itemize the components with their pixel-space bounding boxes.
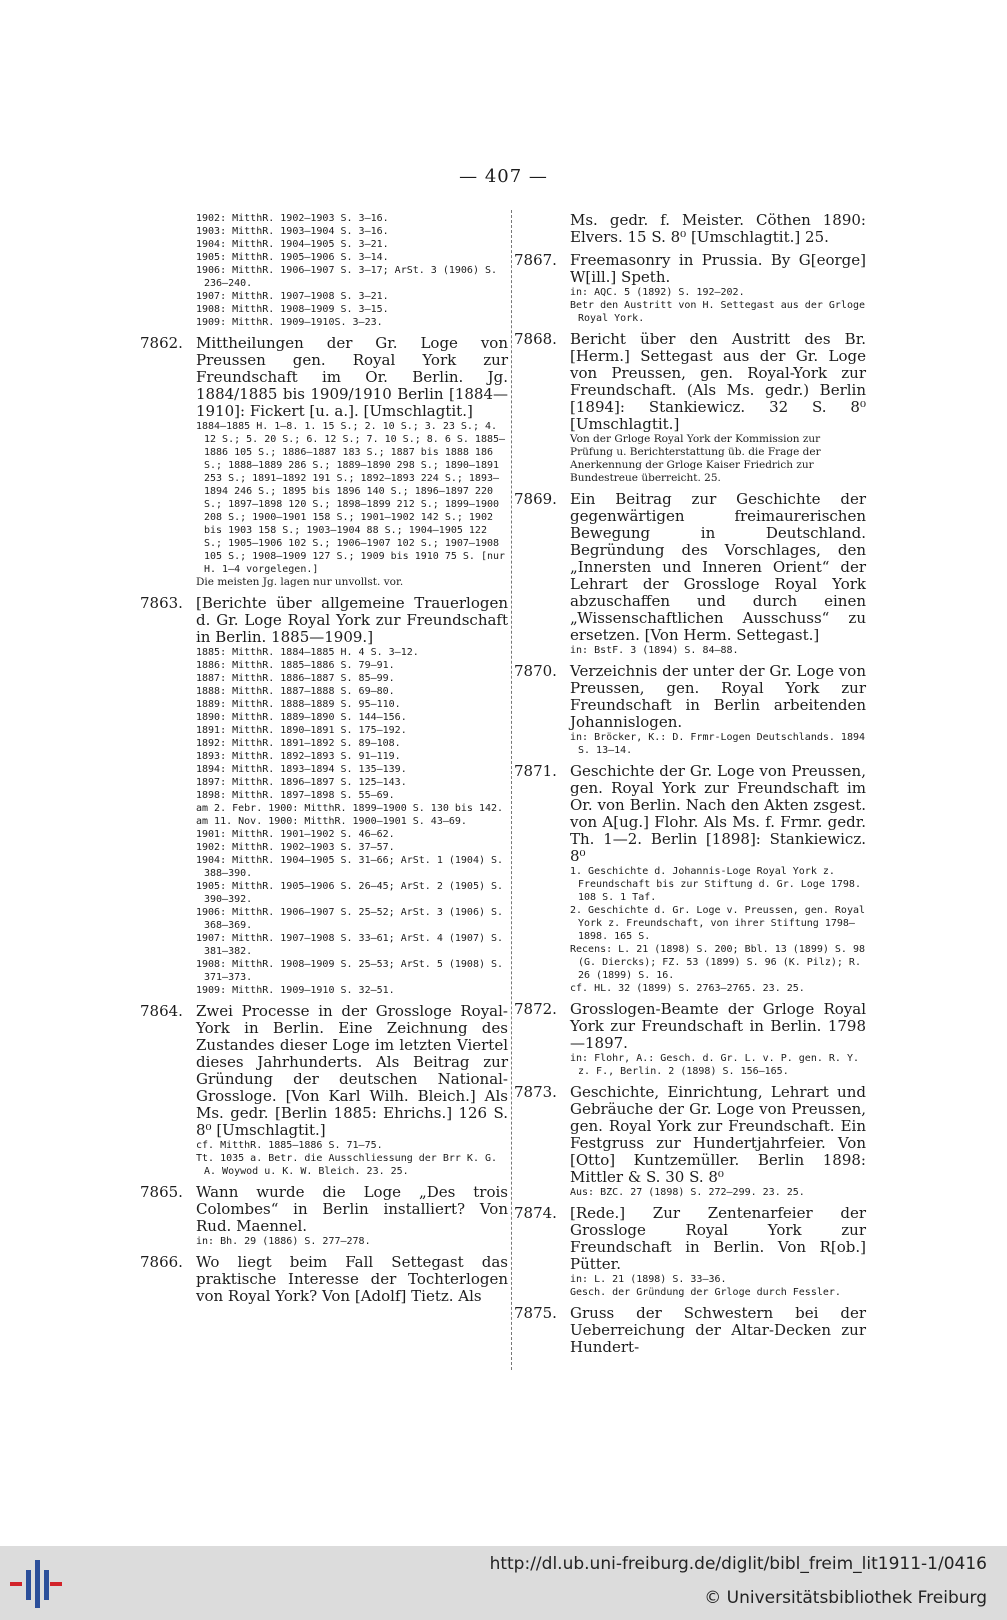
entry-subline: 1897: MitthR. 1896—1897 S. 125—143. [196,777,407,788]
entry-7872 [514,1001,866,1078]
entry-sublines [570,865,866,995]
entry-title: Gruss der Schwestern bei der Ueberreichung der Altar-Decken zur Hundert- [570,1304,866,1356]
entry-7871 [514,763,866,995]
entry-subline: in: Bh. 29 (1886) S. 277—278. [196,1236,371,1247]
entry-7874 [514,1205,866,1299]
right-column [514,212,866,1362]
entry-subline: 2. Geschichte d. Gr. Loge v. Preussen, gen. Royal York z. Freundschaft, von ihrer Stiftung 1798—1898. 165 S. [570,905,866,942]
entry-sublines [570,1273,866,1299]
entry-7866 [140,1254,508,1305]
entry-number: 7872. [514,1000,557,1018]
entry-subline: 1887: MitthR. 1886—1887 S. 85—99. [196,673,395,684]
entry-7870 [514,663,866,757]
entry-title: Freemasonry in Prussia. By G[eorge] W[ill.] Speth. [570,251,866,286]
entry-subline: 1907: MitthR. 1907—1908 S. 3—21. [196,291,389,302]
entry-7863 [140,595,508,997]
entry-subline: in: BstF. 3 (1894) S. 84—88. [570,645,739,656]
entry-subline: 1908: MitthR. 1908—1909 S. 25—53; ArSt. 5 (1908) S. 371—373. [196,959,504,983]
entry-subline: am 11. Nov. 1900: MitthR. 1900—1901 S. 43—69. [196,816,467,827]
entry-title: [Berichte über allgemeine Trauerlogen d. Gr. Loge Royal York zur Freundschaft in Berlin. 1885—1909.] [196,594,508,646]
footer-bar [0,1546,1007,1620]
entry-subline: 1892: MitthR. 1891—1892 S. 89—108. [196,738,401,749]
entry-subline: am 2. Febr. 1900: MitthR. 1899—1900 S. 130 bis 142. [196,803,504,814]
entry-subline: 1902: MitthR. 1902—1903 S. 37—57. [196,842,395,853]
entry-7867 [514,252,866,325]
entry-title: Ein Beitrag zur Geschichte der gegenwärtigen freimaurerischen Bewegung in Deutschland. Begründung des Vorschlages, den „Innersten und Inneren Orient“ der Lehrart der Grossloge Royal York abzuschaffen und durch einen „Wissenschaftlichen Ausschuss“ zu ersetzen. [Von Herm. Settegast.] [570,490,866,644]
entry-subline: cf. MitthR. 1885—1886 S. 71—75. [196,1140,383,1151]
entry-title: [Rede.] Zur Zentenarfeier der Grossloge Royal York zur Freundschaft in Berlin. Von R[ob.] Pütter. [570,1204,866,1273]
entry-number: 7868. [514,330,557,348]
copyright-text: © Universitätsbibliothek Freiburg [704,1588,987,1608]
entry-title: Wann wurde die Loge „Des trois Colombes“ in Berlin installiert? Von Rud. Maennel. [196,1183,508,1235]
entry-7869 [514,491,866,657]
entry-continuation [514,212,866,246]
entry-subline: 1894: MitthR. 1893—1894 S. 135—139. [196,764,407,775]
entry-subline: 1904: MitthR. 1904—1905 S. 3—21. [196,239,389,250]
entry-subline: 1893: MitthR. 1892—1893 S. 91—119. [196,751,401,762]
entry-title: Wo liegt beim Fall Settegast das praktische Interesse der Tochterlogen von Royal York? Von [Adolf] Tietz. Als [196,1253,508,1305]
entry-number: 7865. [140,1183,183,1201]
entry-note: Von der Grloge Royal York der Kommission zur Prüfung u. Berichterstattung üb. die Frage der Anerkennung der Grloge Kaiser Friedrich zur Bundestreue überreicht. 25. [570,433,821,484]
entry-sublines [570,644,866,657]
entry-title: Mittheilungen der Gr. Loge von Preussen gen. Royal York zur Freundschaft im Or. Berlin. Jg. 1884/1885 bis 1909/1910 Berlin [1884—1910]: Fickert [u. a.]. [Umschlagtit.] [196,334,508,420]
entry-number: 7873. [514,1083,557,1101]
entry-subline: 1886: MitthR. 1885—1886 S. 79—91. [196,660,395,671]
entry-title: Ms. gedr. f. Meister. Cöthen 1890: Elvers. 15 S. 8⁰ [Umschlagtit.] 25. [570,211,866,246]
entry-number: 7866. [140,1253,183,1271]
page-number: — 407 — [459,166,548,187]
entry-number: 7862. [140,334,183,352]
entry-number: 7874. [514,1204,557,1222]
entry-subline: 1902: MitthR. 1902—1903 S. 3—16. [196,213,389,224]
entry-number: 7869. [514,490,557,508]
entry-note: Die meisten Jg. lagen nur unvollst. vor. [196,576,404,588]
entry-subline: 1909: MitthR. 1909—1910 S. 32—51. [196,985,395,996]
entry-subline: 1885: MitthR. 1884—1885 H. 4 S. 3—12. [196,647,419,658]
left-column [140,212,508,1311]
entry-subline: 1908: MitthR. 1908—1909 S. 3—15. [196,304,389,315]
entry-number: 7871. [514,762,557,780]
entry-number: 7863. [140,594,183,612]
entry-subline: 1907: MitthR. 1907—1908 S. 33—61; ArSt. 4 (1907) S. 381—382. [196,933,504,957]
entry-sublines [570,1186,866,1199]
entry-subline: 1905: MitthR. 1905—1906 S. 3—14. [196,252,389,263]
entry-subline: in: AQC. 5 (1892) S. 192—202. [570,287,745,298]
entry-subline: 1904: MitthR. 1904—1905 S. 31—66; ArSt. 1 (1904) S. 388—390. [196,855,504,879]
source-url-link[interactable]: http://dl.ub.uni-freiburg.de/diglit/bibl_freim_lit1911-1/0416 [489,1554,987,1574]
entry-number: 7867. [514,251,557,269]
entry-subline: 1898: MitthR. 1897—1898 S. 55—69. [196,790,395,801]
entry-subline: 1888: MitthR. 1887—1888 S. 69—80. [196,686,395,697]
entry-title: Grosslogen-Beamte der Grloge Royal York zur Freundschaft in Berlin. 1798—1897. [570,1000,866,1052]
entry-subline: cf. HL. 32 (1899) S. 2763—2765. 23. 25. [570,983,805,994]
entry-subline: in: L. 21 (1898) S. 33—36. [570,1274,727,1285]
entry-subline: 1890: MitthR. 1889—1890 S. 144—156. [196,712,407,723]
entry-7875 [514,1305,866,1356]
entry-number: 7875. [514,1304,557,1322]
continued-lines [196,212,508,329]
entry-subline: Aus: BZC. 27 (1898) S. 272—299. 23. 25. [570,1187,805,1198]
entry-subline: Recens: L. 21 (1898) S. 200; Bbl. 13 (1899) S. 98 (G. Diercks); FZ. 53 (1899) S. 96 (K. Pilz); R. 26 (1899) S. 16. [570,944,866,981]
entry-subline: 1889: MitthR. 1888—1889 S. 95—110. [196,699,401,710]
entry-details: 1884—1885 H. 1—8. 1. 15 S.; 2. 10 S.; 3. 23 S.; 4. 12 S.; 5. 20 S.; 6. 12 S.; 7. 10 S.; 8. 6 S. 1885—1886 105 S.; 1886—1887 183 S.; 1887 bis 1888 186 S.; 1888—1889 286 S.; 1889—1890 298 S.; 1890—1891 253 S.; 1891—1892 191 S.; 1892—1893 224 S.; 1893—1894 246 S.; 1895 bis 1896 140 S.; 1896—1897 220 S.; 1897—1898 120 S.; 1898—1899 212 S.; 1899—1900 208 S.; 1900—1901 158 S.; 1901—1902 142 S.; 1902 bis 1903 158 S.; 1903—1904 88 S.; 1904—1905 122 S.; 1905—1906 102 S.; 1906—1907 102 S.; 1907—1908 105 S.; 1908—1909 127 S.; 1909 bis 1910 75 S. [nur H. 1—4 vorgelegen.] [196,421,506,575]
continued-list [140,212,508,329]
entry-7873 [514,1084,866,1199]
entry-subline: 1909: MitthR. 1909—1910S. 3—23. [196,317,383,328]
column-divider [511,210,513,1370]
entry-subline: Betr den Austritt von H. Settegast aus der Grloge Royal York. [570,300,866,324]
entry-sublines [196,1139,508,1178]
entry-number: 7864. [140,1002,183,1020]
entry-subline: 1891: MitthR. 1890—1891 S. 175—192. [196,725,407,736]
entry-7862 [140,335,508,589]
entry-7865 [140,1184,508,1248]
entry-title: Verzeichnis der unter der Gr. Loge von Preussen, gen. Royal York zur Freundschaft in Berlin arbeitenden Johannislogen. [570,662,866,731]
entry-sublines [570,286,866,325]
entry-number: 7870. [514,662,557,680]
entry-subline: in: Flohr, A.: Gesch. d. Gr. L. v. P. gen. R. Y. z. F., Berlin. 2 (1898) S. 156—165. [570,1053,859,1077]
entry-sublines [570,731,866,757]
entry-title: Geschichte der Gr. Loge von Preussen, gen. Royal York zur Freundschaft im Or. von Berlin. Nach den Akten zsgest. von A[ug.] Flohr. Als Ms. f. Frmr. gedr. Th. 1—2. Berlin [1898]: Stankiewicz. 8⁰ [570,762,866,865]
ub-freiburg-logo-icon [6,1556,66,1612]
entry-sublines [196,1235,508,1248]
entry-7864 [140,1003,508,1178]
entry-7868 [514,331,866,485]
entry-subline: 1903: MitthR. 1903—1904 S. 3—16. [196,226,389,237]
entry-subline: Tt. 1035 a. Betr. die Ausschliessung der Brr K. G. A. Woywod u. K. W. Bleich. 23. 25. [196,1153,498,1177]
entry-sublines [196,646,508,997]
entry-subline: Gesch. der Gründung der Grloge durch Fessler. [570,1287,841,1298]
entry-subline: in: Bröcker, K.: D. Frmr-Logen Deutschlands. 1894 S. 13—14. [570,732,866,756]
entry-title: Geschichte, Einrichtung, Lehrart und Gebräuche der Gr. Loge von Preussen, gen. Royal York zur Freundschaft. Ein Festgruss zur Hundertjahrfeier. Von [Otto] Kuntzemüller. Berlin 1898: Mittler & S. 30 S. 8⁰ [570,1083,866,1186]
entry-subline: 1906: MitthR. 1906—1907 S. 25—52; ArSt. 3 (1906) S. 368—369. [196,907,504,931]
entry-subline: 1901: MitthR. 1901—1902 S. 46—62. [196,829,395,840]
entry-subline: 1906: MitthR. 1906—1907 S. 3—17; ArSt. 3 (1906) S. 236—240. [196,265,498,289]
entry-title: Zwei Processe in der Grossloge Royal-York in Berlin. Eine Zeichnung des Zustandes dieser Loge im letzten Viertel dieses Jahrhunderts. Als Beitrag zur Gründung der deutschen National-Grossloge. [Von Karl Wilh. Bleich.] Als Ms. gedr. [Berlin 1885: Ehrichs.] 126 S. 8⁰ [Umschlagtit.] [196,1002,508,1139]
entry-subline: 1905: MitthR. 1905—1906 S. 26—45; ArSt. 2 (1905) S. 390—392. [196,881,504,905]
entry-title: Bericht über den Austritt des Br. [Herm.] Settegast aus der Gr. Loge von Preussen, gen. Royal-York zur Freundschaft. (Als Ms. gedr.) Berlin [1894]: Stankiewicz. 32 S. 8⁰ [Umschlagtit.] [570,330,866,433]
entry-sublines [570,1052,866,1078]
entry-subline: 1. Geschichte d. Johannis-Loge Royal York z. Freundschaft bis zur Stiftung d. Gr. Loge 1798. 108 S. 1 Taf. [570,866,861,903]
